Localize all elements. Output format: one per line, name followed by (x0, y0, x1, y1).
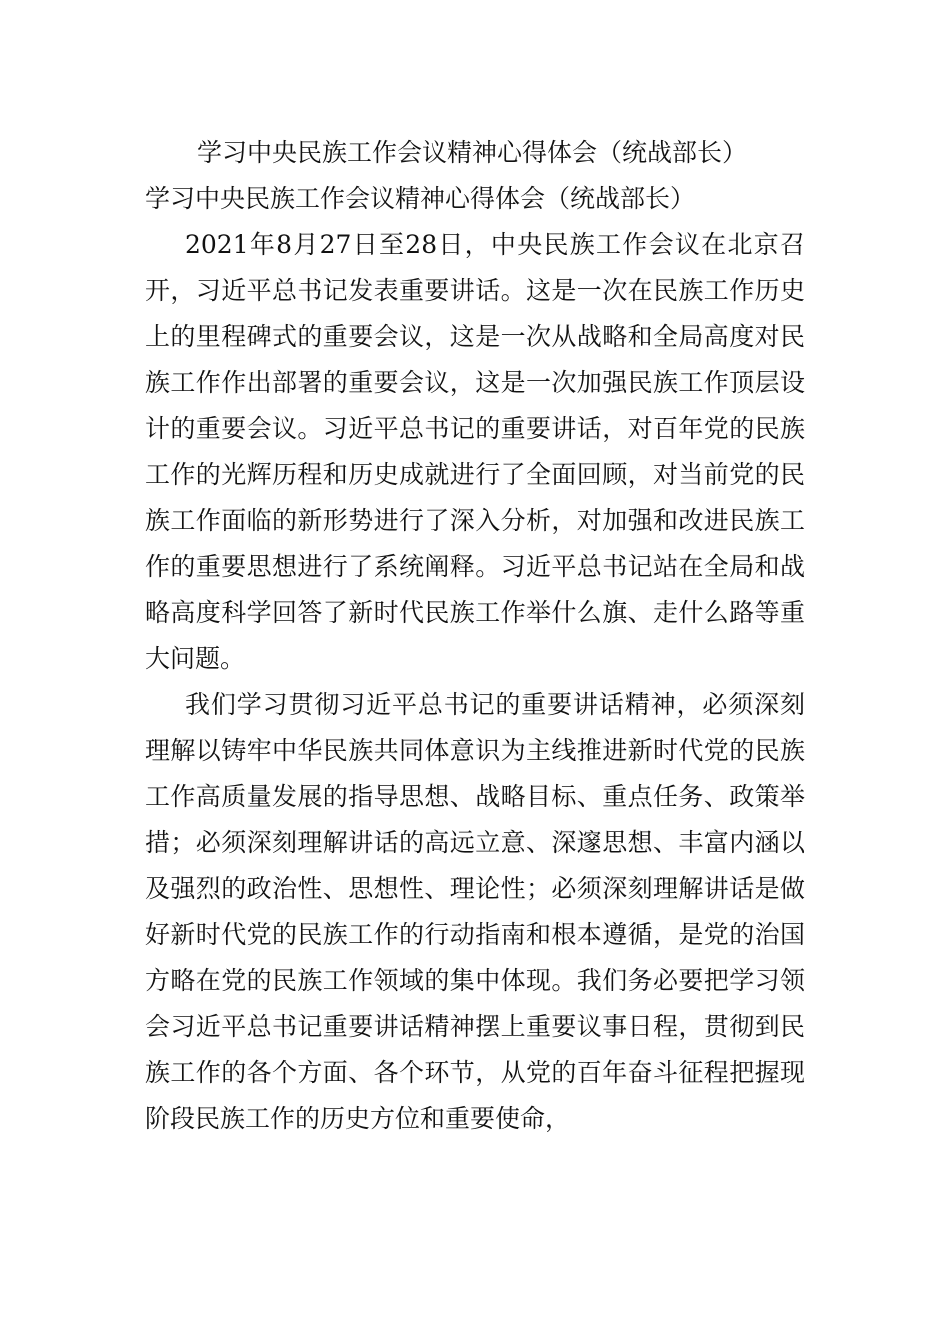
paragraph-2: 我们学习贯彻习近平总书记的重要讲话精神，必须深刻理解以铸牢中华民族共同体意识为主线推进新时代党的民族工作高质量发展的指导思想、战略目标、重点任务、政策举措；必须深刻理解讲话的高远立意、深邃思想、丰富内涵以及强烈的政治性、思想性、理论性；必须深刻理解讲话是做好新时代党的民族工作的行动指南和根本遵循，是党的治国方略在党的民族工作领域的集中体现。我们务必要把学习领会习近平总书记重要讲话精神摆上重要议事日程，贯彻到民族工作的各个方面、各个环节，从党的百年奋斗征程把握现阶段民族工作的历史方位和重要使命， (145, 690, 805, 1133)
document-body (145, 130, 805, 1142)
paragraph-1: 2021年8月27日至28日，中央民族工作会议在北京召开，习近平总书记发表重要讲话。这是一次在民族工作历史上的里程碑式的重要会议，这是一次从战略和全局高度对民族工作作出部署的重要会议，这是一次加强民族工作顶层设计的重要会议。习近平总书记的重要讲话，对百年党的民族工作的光辉历程和历史成就进行了全面回顾，对当前党的民族工作面临的新形势进行了深入分析，对加强和改进民族工作的重要思想进行了系统阐释。习近平总书记站在全局和战略高度科学回答了新时代民族工作举什么旗、走什么路等重大问题。 (145, 230, 805, 673)
document-subtitle: 学习中央民族工作会议精神心得体会（统战部长） (145, 184, 696, 213)
document-title: 学习中央民族工作会议精神心得体会（统战部长） (197, 138, 748, 167)
